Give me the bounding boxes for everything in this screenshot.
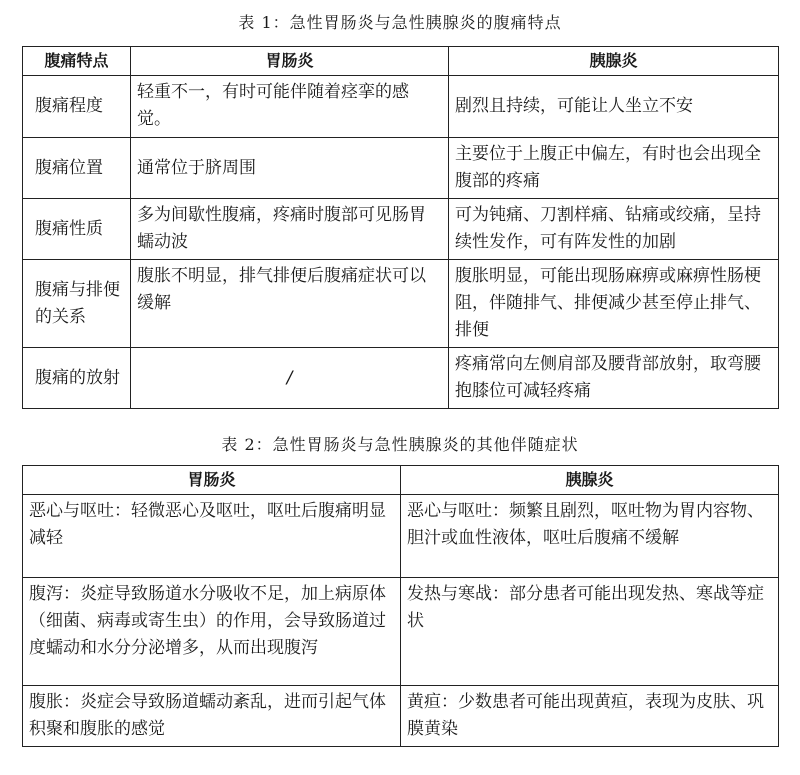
table-row	[23, 495, 779, 578]
table-row	[23, 76, 779, 138]
header-gastroenteritis: 胃肠炎	[131, 47, 449, 76]
pancreas-cell: 主要位于上腹正中偏左，有时也会出现全腹部的疼痛	[449, 138, 779, 199]
other-symptoms-table	[22, 465, 779, 747]
feature-cell: 腹痛的放射	[23, 348, 131, 409]
gastro-cell: 腹胀不明显，排气排便后腹痛症状可以缓解	[131, 260, 449, 348]
pancreas-cell: 恶心与呕吐：频繁且剧烈，呕吐物为胃内容物、胆汁或血性液体，呕吐后腹痛不缓解	[401, 495, 779, 578]
pancreas-cell: 发热与寒战：部分患者可能出现发热、寒战等症状	[401, 578, 779, 686]
table-row	[23, 138, 779, 199]
pancreas-cell: 腹胀明显，可能出现肠麻痹或麻痹性肠梗阻，伴随排气、排便减少甚至停止排气、排便	[449, 260, 779, 348]
table-header-row	[23, 47, 779, 76]
gastro-cell: 通常位于脐周围	[131, 138, 449, 199]
feature-cell: 腹痛性质	[23, 199, 131, 260]
gastro-cell: 腹胀：炎症会导致肠道蠕动紊乱，进而引起气体积聚和腹胀的感觉	[23, 686, 401, 747]
header-feature: 腹痛特点	[23, 47, 131, 76]
abdominal-pain-table	[22, 46, 779, 409]
pancreas-cell: 疼痛常向左侧肩部及腰背部放射，取弯腰抱膝位可减轻疼痛	[449, 348, 779, 409]
pancreas-cell: 可为钝痛、刀割样痛、钻痛或绞痛，呈持续性发作，可有阵发性的加剧	[449, 199, 779, 260]
table-row	[23, 348, 779, 409]
pancreas-cell: 黄疸：少数患者可能出现黄疸，表现为皮肤、巩膜黄染	[401, 686, 779, 747]
gastro-cell: 恶心与呕吐：轻微恶心及呕吐，呕吐后腹痛明显减轻	[23, 495, 401, 578]
table-row	[23, 199, 779, 260]
table-header-row	[23, 466, 779, 495]
table1-caption: 表 1：急性胃肠炎与急性胰腺炎的腹痛特点	[238, 13, 562, 32]
header-pancreatitis: 胰腺炎	[449, 47, 779, 76]
table-row	[23, 260, 779, 348]
header-gastroenteritis: 胃肠炎	[23, 466, 401, 495]
feature-cell: 腹痛程度	[23, 76, 131, 138]
feature-cell: 腹痛与排便的关系	[23, 260, 131, 348]
pancreas-cell: 剧烈且持续，可能让人坐立不安	[449, 76, 779, 138]
table-row	[23, 686, 779, 747]
header-pancreatitis: 胰腺炎	[401, 466, 779, 495]
feature-cell: 腹痛位置	[23, 138, 131, 199]
table2-caption: 表 2：急性胃肠炎与急性胰腺炎的其他伴随症状	[221, 435, 579, 454]
gastro-cell: 多为间歇性腹痛，疼痛时腹部可见肠胃蠕动波	[131, 199, 449, 260]
gastro-cell-empty: /	[131, 348, 449, 409]
gastro-cell: 轻重不一，有时可能伴随着痉挛的感觉。	[131, 76, 449, 138]
gastro-cell: 腹泻：炎症导致肠道水分吸收不足，加上病原体（细菌、病毒或寄生虫）的作用，会导致肠道过度蠕动和水分分泌增多，从而出现腹泻	[23, 578, 401, 686]
table-row	[23, 578, 779, 686]
